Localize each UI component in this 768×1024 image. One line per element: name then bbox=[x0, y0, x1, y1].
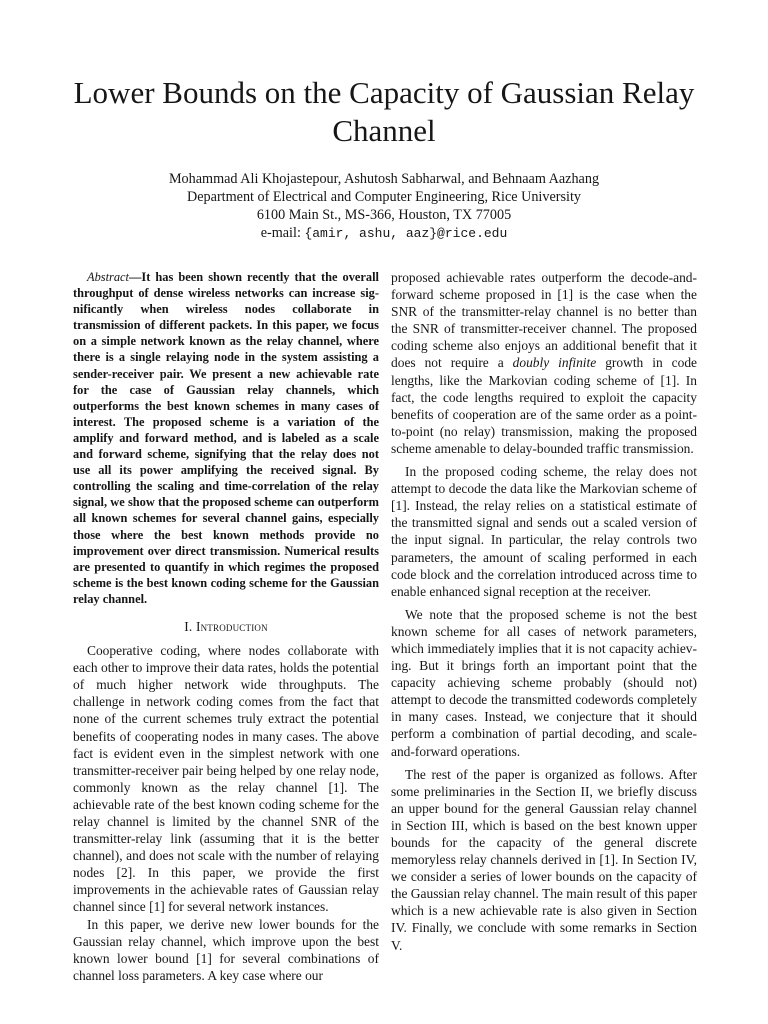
right-paragraph-3: We note that the proposed scheme is not the best known scheme for all cases of network parameters, which immediately implies that it is not capacity achieving. But it brings forth an important point that the capacity achieving scheme probably (should not) attempt to decode the transmitted codewords completely in many cases. Instead, we conjecture that it should perform a combination of partial decoding, and scale-and-forward operations. bbox=[391, 606, 697, 759]
section-heading-introduction bbox=[73, 618, 379, 635]
author-names: Mohammad Ali Khojastepour, Ashutosh Sabharwal, and Behnaam Aazhang bbox=[168, 171, 600, 187]
intro-paragraph-2: In this paper, we derive new lower bounds for the Gaussian relay channel, which improve upon the best known lower bound [1] for several combinations of channel loss parameters. A key case where our bbox=[73, 916, 379, 983]
paper-title: Lower Bounds on the Capacity of Gaussian Relay Channel bbox=[73, 75, 695, 148]
left-column bbox=[73, 269, 379, 984]
right-p1-text-b: growth in code lengths, like the Markovian coding scheme of [1]. In fact, the code lengths required to exploit the capacity benefits of cooperation are of the same order as a point-to-point (no relay) transmission, making the proposed scheme amenable to delay-bounded traffic transmission. bbox=[391, 355, 697, 456]
section-title: Introduction bbox=[195, 618, 268, 634]
postal-address: 6100 Main St., MS-366, Houston, TX 77005 bbox=[256, 207, 512, 223]
right-paragraph-2: In the proposed coding scheme, the relay does not attempt to decode the data like the Markovian scheme of [1]. Instead, the relay relies on a statistical estimate of the transmitted signal and sends out a scaled version of the input signal. In particular, the relay controls two parameters, the amount of scaling performed in each code block and the correlation introduced across time to enable enhanced signal reception at the receiver. bbox=[391, 464, 697, 599]
right-column bbox=[391, 269, 697, 954]
email-prefix: e-mail: bbox=[260, 225, 305, 241]
abstract-dash: — bbox=[129, 270, 142, 284]
right-p1-emphasis: doubly infinite bbox=[512, 355, 597, 371]
section-number: I. bbox=[184, 618, 196, 634]
abstract-paragraph bbox=[73, 269, 379, 607]
author-block bbox=[40, 170, 728, 243]
right-paragraph-1 bbox=[391, 269, 697, 457]
right-paragraph-4: The rest of the paper is organized as follows. After some preliminaries in the Section II, we briefly discuss an upper bound for the general Gaussian relay channel in Section III, which is based on the best known upper bounds for the capacity of the general discrete memoryless relay channels derived in [1]. In Section IV, we consider a series of lower bounds on the capacity of the Gaussian relay channel. The main result of this paper which is a new achievable rate is also given in Section IV. Finally, we conclude with some remarks in Section V. bbox=[391, 766, 697, 953]
abstract-text: It has been shown recently that the overall throughput of dense wireless networks can increase significantly when wireless nodes collaborate in transmission of different packets. In this paper, we focus on a simple network known as the relay channel, where there is a single relaying node in the system assisting a sender-receiver pair. We present a new achievable rate for the case of Gaussian relay channels, which outperforms the best known schemes in many cases of interest. The proposed scheme is a variation of the amplify and forward method, and is labeled as a scale and forward scheme, signifying that the relay does not use all its power amplifying the received signal. By controlling the scaling and time-correlation of the relay signal, we show that the proposed scheme can outperform all known schemes for several channel gains, especially those where the best known methods provide no improvement over direct transmission. Numerical results are presented to quantify in which regimes the proposed scheme is the best known coding scheme for the Gaussian relay channel. bbox=[73, 270, 379, 606]
intro-paragraph-1: Cooperative coding, where nodes collaborate with each other to improve their data rates, holds the potential of much higher network wide throughputs. The challenge in network coding comes from the fact that none of the current schemes truly extract the potential benefits of cooperating nodes in many cases. The above fact is evident even in the simplest network with one transmitter-receiver pair being helped by one relay node, commonly known as the relay channel [1]. The achievable rate of the best known coding scheme for the relay channel is limited by the channel SNR of the transmitter-relay link (assuming that it is the better channel), and does not scale with the number of relaying nodes [2]. In this paper, we provide the first improvements in the achievable rates of Gaussian relay channel since [1] for several network instances. bbox=[73, 643, 379, 915]
abstract-label: Abstract bbox=[87, 270, 129, 284]
email-address[interactable]: {amir, ashu, aaz}@rice.edu bbox=[304, 226, 508, 241]
affiliation: Department of Electrical and Computer Engineering, Rice University bbox=[187, 189, 581, 205]
right-p1-text-a: proposed achievable rates outperform the decode-and-forward scheme proposed in [1] is the case when the SNR of the transmitter-relay channel is no better than the SNR of transmitter-receiver channel. The proposed coding scheme also enjoys an additional benefit that it does not require a bbox=[391, 270, 697, 371]
email-line bbox=[40, 224, 728, 243]
